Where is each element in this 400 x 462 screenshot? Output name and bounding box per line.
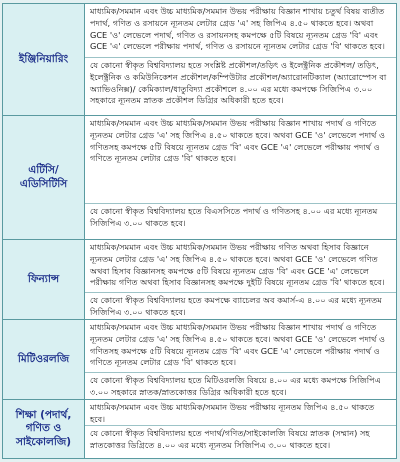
row-label-meteorology: মিটিওরলজি: [3, 320, 85, 399]
cell-engineering-university: যে কোনো স্বীকৃত বিশ্ববিদ্যালয় হতে সংশ্লিষ্ট প্রকৌশল/তড়িৎ ও ইলেক্ট্রনিক প্রকৌশল/ তড়িৎ, ইলেক্ট্রনিক ও কমিউনিকেশন প্রকৌশল/কম্পিউটার প্রকৌশল/অ্যারোনটিক্যাল (অ্যারোস্পেস বা অ্যাভিওনিক্স)/ কেমিক্যাল/ধাতুবিদ্যা প্রকৌশলে ৪.০০ এর মধ্যে কমপক্ষে সিজিপিএ ৩.০০ সহকারে ন্যূনতম স্নাতক প্রকৌশল ডিগ্রির অধিকারী হতে হবে।: [85, 57, 396, 115]
cell-finance-university: যে কোনো স্বীকৃত বিশ্ববিদ্যালয় হতে কমপক্ষে ব্যাচেলর অব কমার্স-এ ৪.০০ এর মধ্যে ন্যূনতম সিজিপিএ ৩.০০ থাকতে হবে।: [85, 292, 396, 319]
cell-meteorology-university: যে কোনো স্বীকৃত বিশ্ববিদ্যালয় হতে মিটিওরলজি বিষয়ে ৪.০০ এর মধ্যে কমপক্ষে সিজিপিএ ৩.০০ সহকারে স্নাতক/স্নাতকোত্তর ডিগ্রির অধিকারী হতে হবে।: [85, 372, 396, 399]
row-atc-adc: [3, 116, 396, 240]
row-finance: [3, 240, 396, 320]
cell-finance-secondary: মাধ্যমিক/সমমান এবং উচ্চ মাধ্যমিক/সমমান উভয় পরীক্ষায় গণিত অথবা হিসাব বিজ্ঞানে ন্যূনতম লেটার গ্রেড 'এ' সহ জিপিএ ৪.৫০ থাকতে হবে। অথবা GCE 'ও' লেভেলে গণিত অথবা হিসাব বিজ্ঞানসহ কমপক্ষে ৫টি বিষয়ে ন্যূনতম গ্রেড 'বি' এবং GCE 'এ' লেভেলে পরীক্ষায় গণিত অথবা হিসাব বিজ্ঞানসহ কমপক্ষে দুইটি বিষয়ে ন্যূনতম গ্রেড 'বি' থাকতে হবে।: [90, 242, 385, 288]
row-meteorology: [3, 320, 396, 400]
cell-atc-adc-university: যে কোনো স্বীকৃত বিশ্ববিদ্যালয় হতে বিএসসিতে পদার্থ ও গণিতসহ ৪.০০ এর মধ্যে ন্যূনতম সিজিপিএ ৩.০০ থাকতে হবে।: [85, 203, 396, 239]
cell-atc-adc-secondary: মাধ্যমিক/সমমান এবং উচ্চ মাধ্যমিক/সমমান উভয় পরীক্ষায় বিজ্ঞান শাখায় পদার্থ ও গণিতে ন্যূনতম লেটার গ্রেড 'এ' সহ জিপিএ ৪.৫০ থাকতে হবে। অথবা GCE 'ও' লেভেলে পদার্থ ও গণিতসহ কমপক্ষে ৫টি বিষয়ে ন্যূনতম গ্রেড 'বি' এবং GCE 'এ' লেভেলে পরীক্ষায় পদার্থ ও গণিতে ন্যূনতম লেটার গ্রেড 'বি' থাকতে হবে।: [90, 118, 386, 164]
eligibility-table: [2, 3, 397, 459]
cell-engineering-secondary: মাধ্যমিক/সমমান এবং উচ্চ মাধ্যমিক/সমমান উভয় পরীক্ষায় বিজ্ঞান শাখায় চতুর্থ বিষয় ব্যতীত পদার্থ, গণিত ও রসায়নে ন্যূনতম লেটার গ্রেড 'এ' সহ জিপিএ ৪.৫০ থাকতে হবে। অথবা GCE 'ও' লেভেলে পদার্থ, গণিত ও রসায়নসহ কমপক্ষে ৫টি বিষয়ে ন্যূনতম গ্রেড 'বি' এবং GCE 'এ' লেভেলে পরীক্ষায় পদার্থ, গণিত ও রসায়নে ন্যূনতম লেটার গ্রেড 'বি' থাকতে হবে।: [90, 6, 385, 52]
cell-education-university: যে কোনো স্বীকৃত বিশ্ববিদ্যালয় হতে পদার্থ/গণিত/সাইকোলজি বিষয়ে স্নাতক (সম্মান) সহ স্নাতকোত্তর ডিগ্রিতে ৪.০০ এর মধ্যে ন্যূনতম সিজিপিএ ৩.০০ থাকতে হবে।: [85, 425, 396, 458]
cell-meteorology-secondary: মাধ্যমিক/সমমান এবং উচ্চ মাধ্যমিক/সমমান উভয় পরীক্ষায় বিজ্ঞান শাখায় পদার্থ ও গণিতে ন্যূনতম লেটার গ্রেড 'এ' সহ জিপিএ ৪.৫০ থাকতে হবে। অথবা GCE 'ও' লেভেলে পদার্থ ও গণিতসহ কমপক্ষে ৫টি বিষয়ে ন্যূনতম গ্রেড 'বি' এবং GCE 'এ' লেভেলে পরীক্ষায় পদার্থ ও গণিতে ন্যূনতম লেটার গ্রেড 'বি' থাকতে হবে।: [90, 322, 386, 368]
row-engineering: [3, 4, 396, 116]
row-label-education: শিক্ষা (পদার্থ, গণিত ও সাইকোলজি): [3, 400, 85, 458]
row-label-atc-adc: এটিসি/ এডিসিটিসি: [3, 116, 85, 239]
row-label-finance: ফিন্যান্স: [3, 240, 85, 319]
row-education: [3, 400, 396, 458]
row-label-engineering: ইঞ্জিনিয়ারিং: [3, 4, 85, 115]
cell-education-secondary: মাধ্যমিক/সমমান এবং উচ্চ মাধ্যমিক/সমমান উভয় পরীক্ষায় ন্যূনতম জিপিএ ৪.৫০ থাকতে হবে।: [90, 402, 375, 424]
